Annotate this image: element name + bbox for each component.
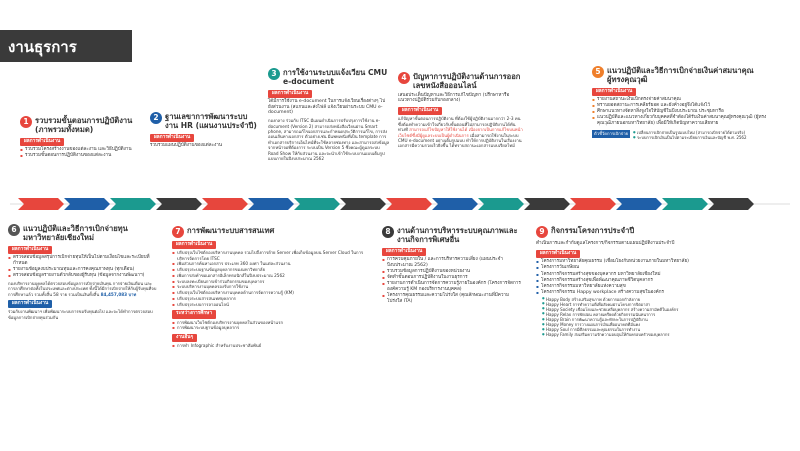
happy-item: ● Happy Family ส่งเสริมความรักความอบอุ่นให้กับครอบครัวของบุคลากร: [542, 332, 786, 337]
section-9-item: ▪ โครงการกิจกรรมมหาวิทยาลัยแห่งความสุข: [536, 284, 786, 290]
section-5-side-label: ตัวชี้วัดการเบิกจ่าย: [594, 131, 629, 137]
section-5-side-item: ● ระบบการเบิกเงินเป็นไปตามระเบียบการเงินและบัญชี พ.ศ. 2562: [633, 135, 746, 140]
timeline-segment: [294, 198, 340, 210]
happy-item: ● Happy Soul การมีศีลธรรมและคุณธรรมในการทำงาน: [542, 327, 786, 332]
section-9-tag: ผลการดำเนินงาน: [536, 250, 580, 258]
section-4-intro: เสนอประเด็นปัญหาและวิธีการแก้ไขปัญหา (ปรึกษาหารือแนวทางปฏิบัติร่วมกับกองกลาง): [398, 92, 510, 104]
step-number-9: 9: [536, 226, 548, 238]
timeline-segment: [662, 198, 708, 210]
happy-item: ● Happy Brain การพัฒนาความรู้และทักษะในการปฏิบัติงาน: [542, 317, 786, 322]
section-1-item: ▪ รวบรวมขั้นตอนการปฏิบัติงานของแต่ละงาน: [20, 153, 140, 159]
step-number-8: 8: [382, 226, 394, 238]
section-4-title: ปัญหาการปฏิบัติงานด้านการออกเลขหนังสือออนไลน์: [413, 72, 521, 91]
section-3-para-1: ได้มีการใช้งาน e-document ในการแจ้งเวียนเรื่องต่างๆ ไปยังส่วนงาน (สแกนและส่งไฟล์ แจ้งเวียนผ่านระบบ CMU e-document): [268, 98, 386, 116]
timeline-segment: [708, 198, 754, 210]
happy-item: ● Happy Relax การพักผ่อน คลายเครียดด้วยกิจกรรมนันทนาการ: [542, 312, 786, 317]
timeline-segment: [64, 198, 110, 210]
timeline-segment: [386, 198, 432, 210]
step-number-1: 1: [20, 116, 32, 128]
section-9-item: ▪ โครงการกิจกรรมสร้างสุขของบุคลากร มหาวิทยาลัยเชียงใหม่: [536, 272, 786, 278]
section-7-item: ▪ ระบบบริหารงานบุคคลรองรับการใช้งาน: [172, 284, 368, 289]
section-7-item: ▪ ปรับปรุงระบบการลาออนไลน์: [172, 302, 368, 307]
page-title: งานธุรการ: [8, 38, 77, 56]
section-7: [172, 226, 368, 349]
section-8-item: ▪ รวบรวมข้อมูลการปฏิบัติงานของหน่วยงาน: [382, 269, 522, 275]
section-5-title: แนวปฏิบัติและวิธีการเบิกจ่ายเงินค่าสมนาคุณผู้ทรงคุณวุฒิ: [607, 66, 754, 85]
section-3: [268, 68, 390, 161]
timeline-segment: [156, 198, 202, 210]
section-6-amount: 84,457,083 บาท: [100, 291, 137, 297]
timeline-segment: [110, 198, 156, 210]
section-9-title: กิจกรรมโครงการประจำปี: [551, 226, 635, 235]
section-4-para-b: เมื่อสามารถใช้งานในระบบ CMU e-document อย่างเต็มรูปแบบ ทำให้การปฏิบัติงานในเรื่องงานเอกสารมีความรวดเร็วยิ่งขึ้น ได้ทราบสถานะเอกสารแบบเรียลไทม์: [398, 132, 522, 149]
section-9: [536, 226, 786, 337]
section-8-item: ▪ การควบคุมภายใน / และการบริหารความเสี่ยง (แผนประจำปีงบประมาณ 2562): [382, 257, 522, 269]
section-2-text: รวบรวมแผนปฏิบัติงานของแต่ละงาน: [150, 142, 223, 148]
step-number-6: 6: [8, 224, 20, 236]
timeline-segment: [248, 198, 294, 210]
section-8-item: ▪ รายงานการดำเนินการจัดการความรู้ภายในองค์กร (โครงการจัดการองค์ความรู้ KM กองบริหารงานบุคคล): [382, 281, 522, 293]
section-6-tag-2: ผลการดำเนินงาน: [8, 300, 52, 308]
section-8-item: ▪ จัดทำขั้นตอนการปฏิบัติงานในงานธุรการ: [382, 275, 522, 281]
section-1-tag: ผลการดำเนินงาน: [20, 138, 64, 146]
timeline-segment: [570, 198, 616, 210]
section-6-item: ▪ รายงานข้อมูลงบประมาณทุนและการคงคุณภาพทุน (ทุกเดือน): [8, 267, 158, 273]
section-7-item-2: ▪ การพัฒนาเว็บไซต์กองบริหารงานบุคคลในส่วนของหน้าแรก: [172, 320, 368, 325]
happy-item: ● Happy Heart การทำความดีเพื่อสังคมผ่านโครงการจิตอาสา: [542, 302, 786, 307]
section-6-para-2: ร่วมกับงานพัฒนาฯ เพื่อพัฒนาระบบการขอรับทุนต่อไป และจะได้ทำการตรวจสอบข้อมูลการเบิกจ่ายทุนร่วมกัน: [8, 309, 153, 320]
section-5-tag: ผลการดำเนินงาน: [592, 88, 636, 96]
section-6-para: กองบริหารงานบุคคลได้ตรวจสอบข้อมูลการเบิกจ่ายเงินทุน การจ่ายเงินเดือน และการลาศึกษาต่อทั้งในประเทศและต่างประเทศ ทั้งนี้ได้มีการเบิกจ่ายให้กับผู้รับทุนที่จบการศึกษาแล้ว รวมทั้งสิ้น 58 ราย รวมเป็นเงินทั้งสิ้น: [8, 280, 157, 297]
section-7-item-3: ▪ การทำ Infographic สำหรับงานประชาสัมพันธ์: [172, 343, 368, 348]
step-number-2: 2: [150, 112, 162, 124]
section-1-item: ▪ รวบรวมโครงสร้างงานของแต่ละงาน และวิธีปฏิบัติงาน: [20, 147, 140, 153]
section-6-tag: ผลการดำเนินงาน: [8, 246, 52, 254]
section-2: [150, 112, 260, 149]
section-3-para-2: กองกลาง ร่วมกับ ITSC มีแผนดำเนินการปรับปรุงการใช้งาน e-document (Version 2) สามารถส่งหนังสือเวียนผ่าน Smart phone, สามารถแก้ไขเอกสารและกำหนดประวัติการแก้ไข, การส่งออนเส้นทางเอกสาร ตัวอย่างเช่น มีแพทเทนิ่งที่เป็น template การทำเอกสารบริการเอ็นไทน์ที่จะใช้หลายช่องทาง และสามารถส่งข้อมูลจากหน้าจอที่ต้องการ ระบบเป็น Version 5 ซึ่งคณะผู้ดูแลระบบ Road Show ให้กับส่วนงาน และจะนำเข้าใช้ระบบงานแบบเต็มรูปแบบภายในปีงบประมาณ 2562: [268, 118, 390, 161]
step-number-4: 4: [398, 72, 410, 84]
section-6: [8, 224, 158, 320]
section-7-title: การพัฒนาระบบสารสนเทศ: [187, 226, 275, 235]
section-4-para-a: แก้ปัญหาขั้นตอนการปฏิบัติงาน ที่ต้องใช้ผู้ปฏิบัติงานมากกว่า 2-3 คน ซึ่งต้องทำความเข้าใจเกี่ยวกับขั้นตอนที่ไม่สามารถปฏิบัติงานได้ทันท่วงที: [398, 116, 521, 133]
section-7-item: ▪ ปรับปรุงเว็บไซต์กองบริหารงานบุคคล รวมไปถึงการย้าย Server เพื่อเก็บข้อมูลบน Server Cloud ในการบริหารจัดการโดย ITSC: [172, 250, 368, 261]
happy-item: ● Happy Society เชื่อมโยงและช่วยเหลือบุคลากร สร้างความสามัคคีในองค์กร: [542, 307, 786, 312]
section-5: [592, 66, 768, 140]
step-number-7: 7: [172, 226, 184, 238]
section-3-title: การใช้งานระบบแจ้งเวียน CMU e-document: [283, 68, 388, 87]
section-7-item: ▪ เพิ่มส่วนการค้นหาเอกสาร ประเภท 360 องศา ในแต่ละส่วนงาน: [172, 261, 368, 266]
section-9-intro: ดำเนินการและกำกับดูแลโครงการ/กิจกรรมตามแผนปฏิบัติงานประจำปี: [536, 241, 675, 246]
section-7-item: ▪ เพิ่มการส่งคำขอเอกสารอิเล็กทรอนิกส์ในปีงบประมาณ 2562: [172, 273, 368, 278]
section-7-item: ▪ ปรับปรุงเว็บไซต์กองบริหารงานบุคคลด้านการจัดการความรู้ (KM): [172, 290, 368, 295]
section-7-item-2: ▪ การพัฒนาระบบฐานข้อมูลบุคลากร: [172, 325, 368, 330]
section-5-item: ▪ ศึกษาแนวทางจัดหาสิ่งจูงใจให้บัญชีในปีงบประมาณ ประชุมหารือ: [592, 109, 768, 115]
section-9-item: ▪ โครงการกิจกรรม Happy workplace สร้างความสุขในองค์กร: [536, 290, 786, 296]
section-1-title: รวบรวมขั้นตอนการปฏิบัติงาน (ภาพรวมทั้งหมด): [35, 116, 133, 135]
section-8: [382, 226, 522, 306]
timeline-segment: [18, 198, 64, 210]
section-7-item: ▪ ระบบลงทะเบียนการเข้าร่วมกิจกรรมของบุคลากร: [172, 279, 368, 284]
section-9-item: ▪ โครงการวันเกษียณ: [536, 265, 786, 271]
section-7-tag-3: งานอื่นๆ: [172, 334, 197, 342]
section-4: [398, 72, 524, 149]
timeline-segment: [524, 198, 570, 210]
happy-item: ● Happy Body สร้างเสริมสุขภาพ ด้วยการออกกำลังกาย: [542, 297, 786, 302]
step-number-3: 3: [268, 68, 280, 80]
section-7-item: ▪ ปรับปรุงระบบฐานข้อมูลบุคลากรของมหาวิทยาลัย: [172, 267, 368, 272]
section-4-tag: ผลการดำเนินงาน: [398, 107, 442, 115]
section-3-tag: ผลการดำเนินงาน: [268, 90, 312, 98]
timeline-segment: [202, 198, 248, 210]
section-2-tag: ผลการดำเนินงาน: [150, 134, 194, 142]
section-5-item: ▪ ทราบยอดสถานะการเคลียร์ยอด และยังค้างอยู่จึงได้แจ้งไว้: [592, 103, 768, 109]
section-5-item: ▪ รายงานสถานะเงินเบิกตรงจ่ายค่าสมนาคุณ: [592, 97, 768, 103]
section-7-tag: ผลการดำเนินงาน: [172, 241, 216, 249]
section-4-highlight: สามารถแก้ไขปัญหาให้ใช้งานได้ เนื่องจากเป็นการแก้ไขบนหน้าเว็บไซต์ซึ่งมีผู้ดูแลระบบเป็นผู้ดำเนินการ: [398, 127, 523, 138]
section-7-tag-2: ระหว่างการศึกษา: [172, 310, 216, 318]
section-9-item: ▪ โครงการกิจกรรมสร้างสุขเพื่อพัฒนาคุณภาพชีวิตบุคลากร: [536, 278, 786, 284]
section-6-item: ▪ ตรวจสอบข้อมูลรายงานตัวกลับของผู้รับทุน (ข้อมูลจากงานพัฒนาฯ): [8, 273, 158, 279]
section-8-tag: ผลการดำเนินงาน: [382, 248, 426, 256]
timeline-segment: [616, 198, 662, 210]
section-6-title: แนวปฏิบัติและวิธีการเบิกจ่ายทุนมหาวิทยาลัยเชียงใหม่: [23, 224, 128, 243]
step-number-5: 5: [592, 66, 604, 78]
happy-item: ● Happy Money การวางแผนการเงินเพื่ออนาคตที่มั่นคง: [542, 322, 786, 327]
timeline-segment: [432, 198, 478, 210]
timeline-segment: [478, 198, 524, 210]
section-6-item: ▪ ตรวจสอบข้อมูลสรุปการเบิกจ่ายทุนให้เป็นไปตามเงื่อนไขและระเบียบที่กำหนด: [8, 255, 158, 267]
section-5-side-item: ● เปลี่ยนการเบิกจ่ายเป็นรูปแบบใหม่ (สามารถเบิกจ่ายได้ตามจริง): [633, 130, 746, 135]
section-8-item: ▪ โครงการคุณธรรมและความโปร่งใส (คุณลักษณะงานที่มีความโปร่งใส ITA): [382, 293, 522, 305]
timeline-segment: [340, 198, 386, 210]
section-1: [20, 116, 140, 159]
section-7-item: ▪ ปรับปรุงระบบสารสนเทศบุคลากร: [172, 296, 368, 301]
section-8-title: งานด้านการบริหารระบบคุณภาพและงานกิจการพิเศษอื่น: [397, 226, 518, 245]
section-2-title: ฐานเลขาการพัฒนาระบบงาน HR (แผนงานประจำปี): [165, 112, 257, 131]
section-9-item: ▪ โครงการมหาวิทยาลัยคุณธรรม (เชื่อมโยงกับหน่วยงานภายในมหาวิทยาลัย): [536, 259, 786, 265]
section-5-item: ▪ แนวปฏิบัติและแนวทางเกี่ยวกับบุคคลที่จำต้องได้รับเงินค่าสมนาคุณผู้ทรงคุณวุฒิ (ผู้ทรงคุณวุฒิภายนอกมหาวิทยาลัย) เพื่อมิให้เกิดปัญหาความเสียหาย: [592, 115, 768, 127]
